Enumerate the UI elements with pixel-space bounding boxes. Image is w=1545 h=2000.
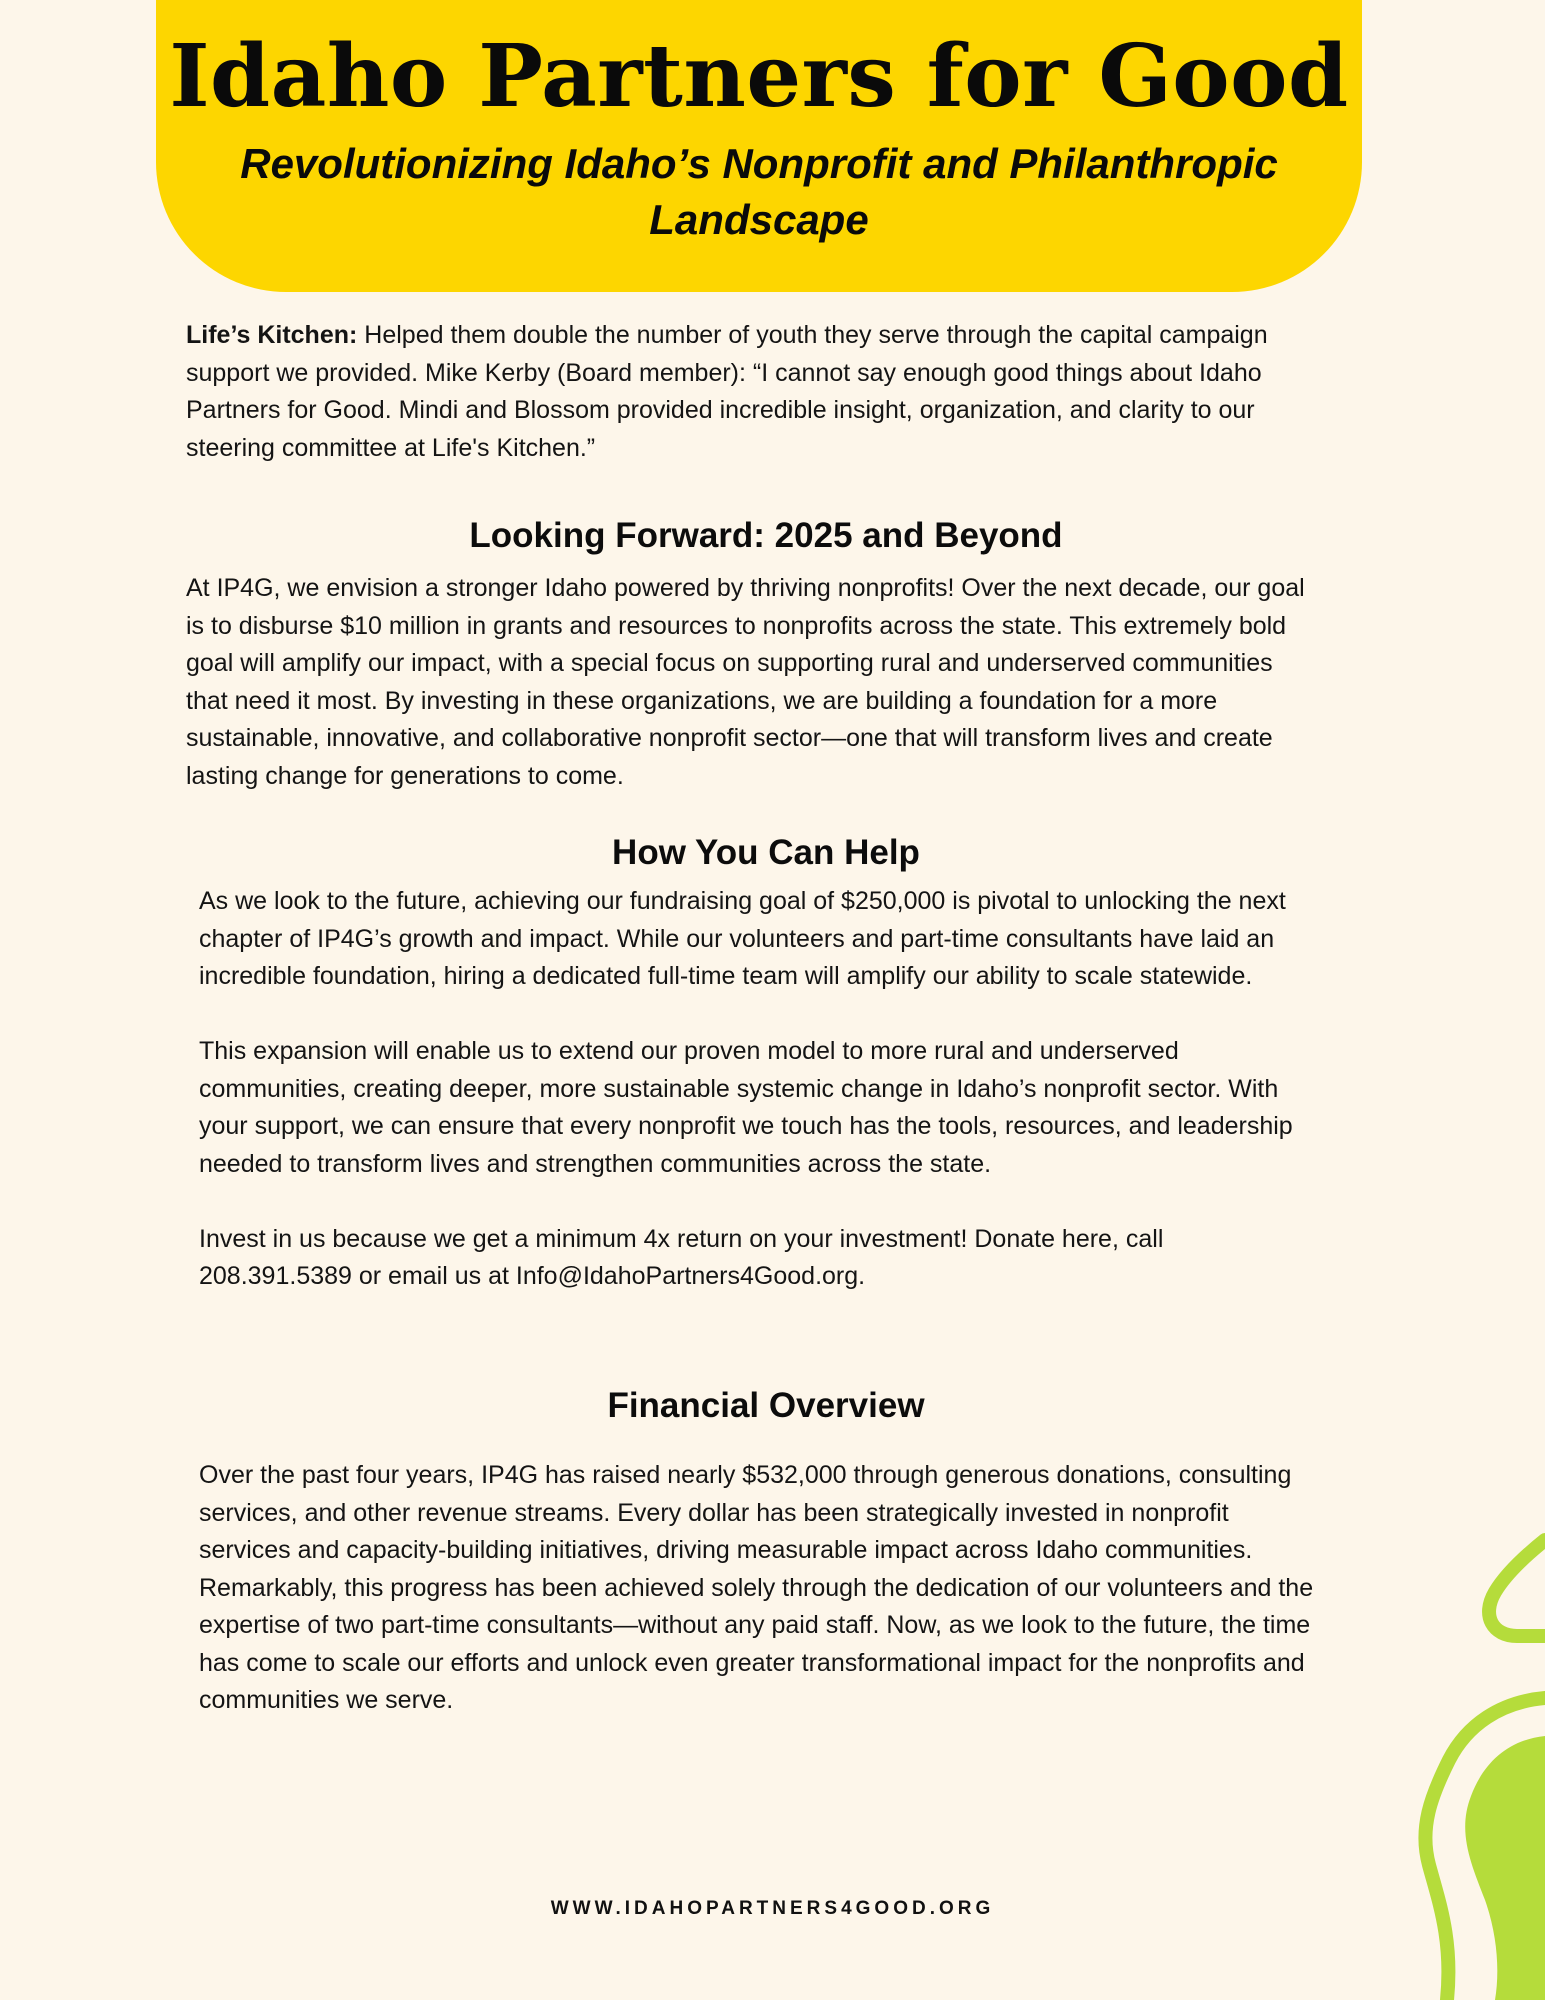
financial-heading: Financial Overview — [607, 1386, 925, 1425]
how-to-help-block — [199, 883, 1319, 1296]
testimonial-lead: Life’s Kitchen: — [186, 321, 358, 349]
financial-body: Over the past four years, IP4G has raised nearly $532,000 through generous donations, consulting services, and other revenue streams. Every dollar has been strategically invested in nonprofit services and capacity-building initiatives, driving measurable impact across Idaho communities. Remarkably, this progress has been achieved solely through the dedication of our volunteers and the expertise of two part-time consultants—without any paid staff. Now, as we look to the future, the time has come to scale our efforts and unlock even greater transformational impact for the nonprofits and communities we serve. — [199, 1461, 1314, 1714]
testimonial-paragraph — [186, 317, 1316, 467]
help-paragraph-2: This expansion will enable us to extend our proven model to more rural and underserved communities, creating deeper, more sustainable systemic change in Idaho’s nonprofit sector. With your support, we can ensure that every nonprofit we touch has the tools, resources, and leadership needed to transform lives and strengthen communities across the state. — [199, 1037, 1293, 1178]
page-subtitle: Revolutionizing Idaho’s Nonprofit and Philanthropic Landscape — [240, 140, 1278, 243]
testimonial-block — [186, 317, 1316, 467]
footer-website-url[interactable]: WWW.IDAHOPARTNERS4GOOD.ORG — [550, 1898, 995, 1919]
help-paragraph-1: As we look to the future, achieving our fundraising goal of $250,000 is pivotal to unlocking the next chapter of IP4G’s growth and impact. While our volunteers and part-time consultants have laid an incredible foundation, hiring a dedicated full-time team will amplify our ability to scale statewide. — [199, 887, 1286, 990]
help-paragraph-3: Invest in us because we get a minimum 4x return on your investment! Donate here, call 208.391.5389 or email us at Info@IdahoPartners4Good.org. — [199, 1224, 1164, 1290]
page-title: Idaho Partners for Good — [169, 26, 1349, 127]
looking-forward-block — [186, 570, 1321, 795]
header-banner — [156, 0, 1362, 292]
how-to-help-heading: How You Can Help — [612, 833, 920, 872]
financial-block — [199, 1457, 1324, 1720]
looking-forward-body: At IP4G, we envision a stronger Idaho powered by thriving nonprofits! Over the next decade, our goal is to disburse $10 million in grants and resources to nonprofits across the state. This extremely bold goal will amplify our impact, with a special focus on supporting rural and underserved communities that need it most. By investing in these organizations, we are building a foundation for a more sustainable, innovative, and collaborative nonprofit sector—one that will transform lives and create lasting change for generations to come. — [186, 574, 1305, 790]
wave-outline-upper — [1489, 1540, 1545, 1636]
looking-forward-heading: Looking Forward: 2025 and Beyond — [469, 516, 1063, 555]
wave-filled-band — [1465, 1736, 1545, 2000]
testimonial-text: Helped them double the number of youth they serve through the capital campaign support we provided. Mike Kerby (Board member): “I cannot say enough good things about Idaho Partners for Good. Mindi and Blossom provided incredible insight, organization, and clarity to our steering committee at Life's Kitchen.” — [186, 321, 1268, 462]
